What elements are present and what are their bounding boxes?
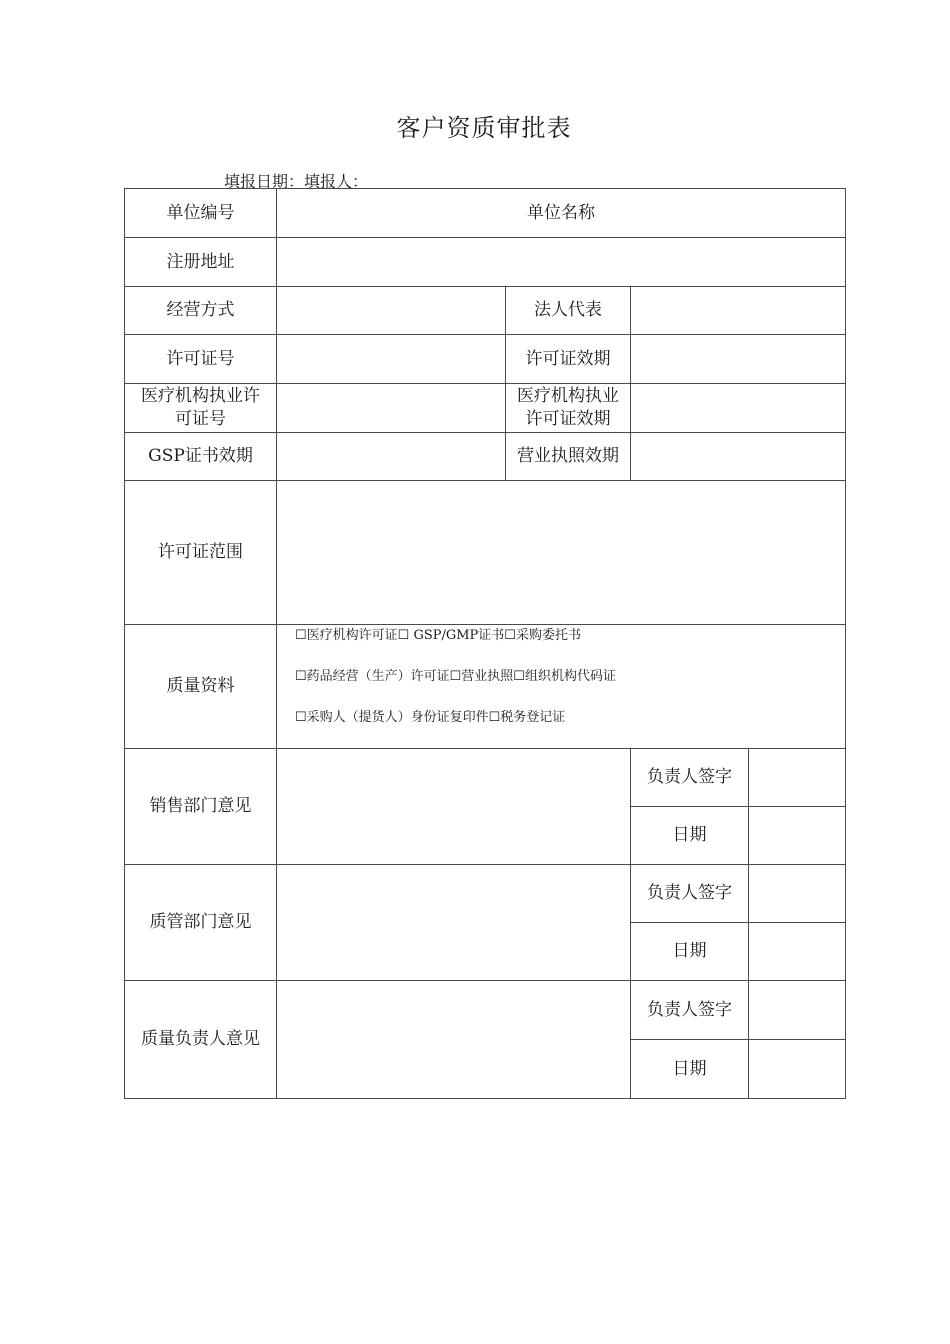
field-gsp-expiry[interactable] [277, 433, 506, 481]
label-sales-opinion: 销售部门意见 [125, 749, 277, 865]
field-sales-date[interactable] [749, 807, 846, 865]
field-license-no[interactable] [277, 335, 506, 384]
field-license-scope[interactable] [277, 481, 846, 625]
field-qa-dept-opinion[interactable] [277, 865, 631, 981]
checklist-line[interactable]: ☐药品经营（生产）许可证☐营业执照☐组织机构代码证 [295, 669, 616, 684]
label-medical-license-expiry: 医疗机构执业许可证效期 [506, 384, 631, 433]
label-business-mode: 经营方式 [125, 287, 277, 335]
label-qa-head-sign: 负责人签字 [631, 981, 749, 1040]
field-medical-license-no[interactable] [277, 384, 506, 433]
label-quality-docs: 质量资料 [125, 625, 277, 749]
label-license-no: 许可证号 [125, 335, 277, 384]
checklist-line[interactable]: ☐医疗机构许可证☐ GSP/GMP证书☐采购委托书 [295, 628, 581, 643]
field-license-expiry[interactable] [631, 335, 846, 384]
label-unit-no: 单位编号 [125, 189, 277, 238]
field-legal-rep[interactable] [631, 287, 846, 335]
field-qa-head-opinion[interactable] [277, 981, 631, 1099]
field-sales-opinion[interactable] [277, 749, 631, 865]
label-legal-rep: 法人代表 [506, 287, 631, 335]
label-unit-name: 单位名称 [277, 189, 846, 238]
field-qa-head-date[interactable] [749, 1040, 846, 1099]
label-license-expiry: 许可证效期 [506, 335, 631, 384]
checklist-line[interactable]: ☐采购人（提货人）身份证复印件☐税务登记证 [295, 710, 566, 725]
label-sales-date: 日期 [631, 807, 749, 865]
quality-checklist [277, 625, 846, 749]
field-biz-license-expiry[interactable] [631, 433, 846, 481]
label-qa-head-opinion: 质量负责人意见 [125, 981, 277, 1099]
label-medical-license-no: 医疗机构执业许可证号 [125, 384, 277, 433]
field-qa-dept-date[interactable] [749, 923, 846, 981]
field-reg-address[interactable] [277, 238, 846, 287]
field-medical-license-expiry[interactable] [631, 384, 846, 433]
label-reg-address: 注册地址 [125, 238, 277, 287]
field-sales-sign[interactable] [749, 749, 846, 807]
label-biz-license-expiry: 营业执照效期 [506, 433, 631, 481]
label-license-scope: 许可证范围 [125, 481, 277, 625]
label-qa-dept-opinion: 质管部门意见 [125, 865, 277, 981]
label-qa-dept-date: 日期 [631, 923, 749, 981]
label-qa-dept-sign: 负责人签字 [631, 865, 749, 923]
page-title: 客户资质审批表 [396, 114, 572, 142]
field-qa-dept-sign[interactable] [749, 865, 846, 923]
fill-info-line: 填报日期：填报人： [224, 172, 369, 191]
label-gsp-expiry: GSP证书效期 [125, 433, 277, 481]
field-business-mode[interactable] [277, 287, 506, 335]
approval-form-table [124, 188, 846, 1099]
field-qa-head-sign[interactable] [749, 981, 846, 1040]
label-sales-sign: 负责人签字 [631, 749, 749, 807]
label-qa-head-date: 日期 [631, 1040, 749, 1099]
